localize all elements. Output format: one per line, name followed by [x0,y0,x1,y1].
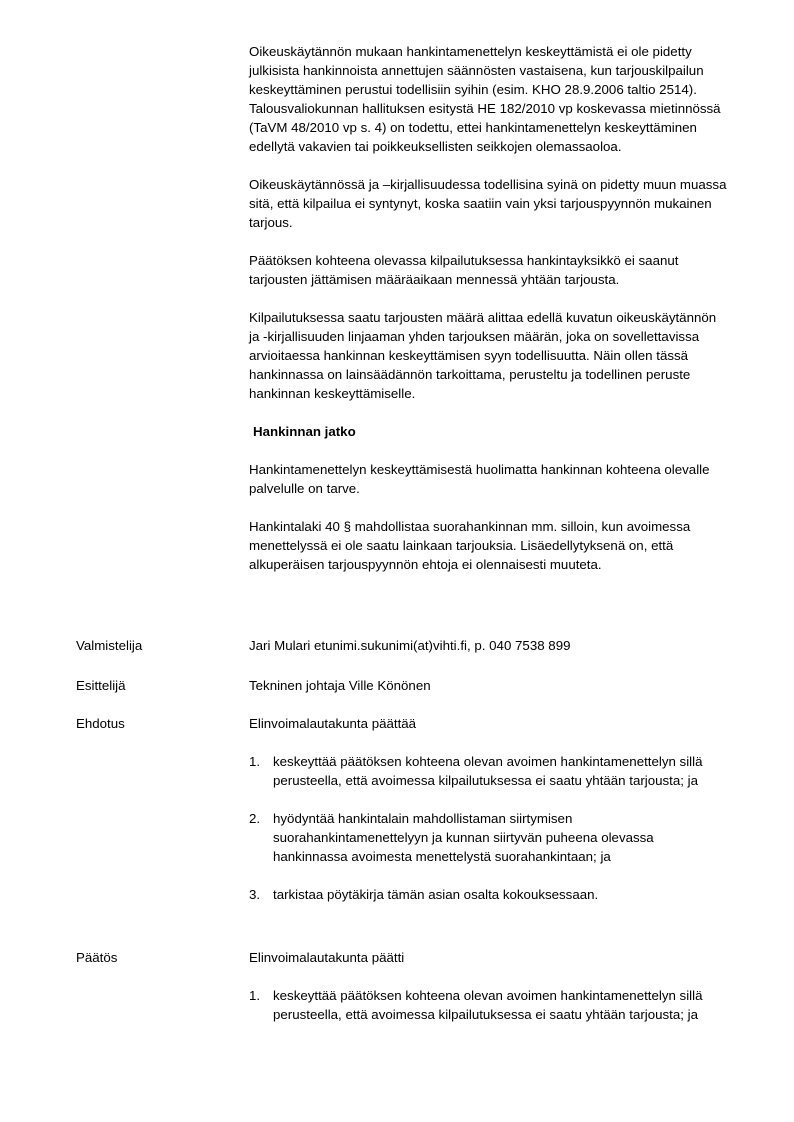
list-item-number: 1. [249,988,261,1003]
paatos-list [249,986,729,1024]
ehdotus-label: Ehdotus [76,716,125,731]
ehdotus-block [249,714,729,923]
list-item-text: keskeyttää päätöksen kohteena olevan avoimen hankintamenettelyn sillä perusteella, että avoimessa kilpailutuksessa ei saatu yhtään tarjousta; ja [273,754,703,788]
list-item-number: 2. [249,811,261,826]
section-heading: Hankinnan jatko [253,424,356,439]
list-item [249,809,729,866]
list-item-text: tarkistaa pöytäkirja tämän asian osalta kokouksessaan. [273,887,599,902]
list-item-text: hyödyntää hankintalain mahdollistaman siirtymisen suorahankintamenettelyyn ja kunnan siirtyvän puheena olevassa hankinnassa avoimesta menettelystä suorahankintaan; ja [273,811,654,864]
body-text [249,42,729,593]
list-item-number: 3. [249,887,261,902]
esittelija-value: Tekninen johtaja Ville Könönen [249,678,431,693]
paragraph-need: Hankintamenettelyn keskeyttämisestä huolimatta hankinnan kohteena olevalle palvelulle on tarve. [249,462,710,496]
paatos-block [249,948,729,1043]
paragraph-conclusion: Kilpailutuksessa saatu tarjousten määrä alittaa edellä kuvatun oikeuskäytännön ja -kirjallisuuden linjaaman yhden tarjouksen määrän, joka on sovellettavissa arvioitaessa hankinnan keskeyttämisen syyn todellisuutta. Näin ollen tässä hankinnassa on lainsäädännön tarkoittama, perusteltu ja todellinen peruste hankinnan keskeyttämiselle. [249,310,717,401]
valmistelija-label: Valmistelija [76,638,143,653]
ehdotus-list [249,752,729,904]
list-item [249,986,729,1024]
paragraph-valid-reasons: Oikeuskäytännössä ja –kirjallisuudessa todellisina syinä on pidetty muun muassa sitä, että kilpailua ei syntynyt, koska saatiin vain yksi tarjouspyynnön mukainen tarjous. [249,177,727,230]
list-item [249,752,729,790]
valmistelija-value: Jari Mulari etunimi.sukunimi(at)vihti.fi, p. 040 7538 899 [249,638,571,653]
list-item [249,885,729,904]
paragraph-no-bids: Päätöksen kohteena olevassa kilpailutuksessa hankintayksikkö ei saanut tarjousten jättämisen määräaikaan mennessä yhtään tarjousta. [249,253,679,287]
esittelija-label: Esittelijä [76,678,126,693]
paragraph-case-law: Oikeuskäytännön mukaan hankintamenettelyn keskeyttämistä ei ole pidetty julkisista hankinnoista annettujen säännösten vastaisena, kun tarjouskilpailun keskeyttäminen perustui todellisiin syihin (esim. KHO 28.9.2006 taltio 2514). Talousvaliokunnan hallituksen esitystä HE 182/2010 vp koskevassa mietinnössä (TaVM 48/2010 vp s. 4) on todettu, ettei hankintamenettelyn keskeyttäminen edellytä vakavien tai poikkeuksellisten seikkojen olemassaoloa. [249,44,721,154]
list-item-number: 1. [249,754,261,769]
list-item-text: keskeyttää päätöksen kohteena olevan avoimen hankintamenettelyn sillä perusteella, että avoimessa kilpailutuksessa ei saatu yhtään tarjousta; ja [273,988,703,1022]
ehdotus-intro: Elinvoimalautakunta päättää [249,716,417,731]
paatos-label: Päätös [76,950,118,965]
paragraph-law-40: Hankintalaki 40 § mahdollistaa suorahankinnan mm. silloin, kun avoimessa menettelyssä ei ole saatu lainkaan tarjouksia. Lisäedellytyksenä on, että alkuperäisen tarjouspyynnön ehtoja ei olennaisesti muuteta. [249,519,691,572]
paatos-intro: Elinvoimalautakunta päätti [249,950,405,965]
